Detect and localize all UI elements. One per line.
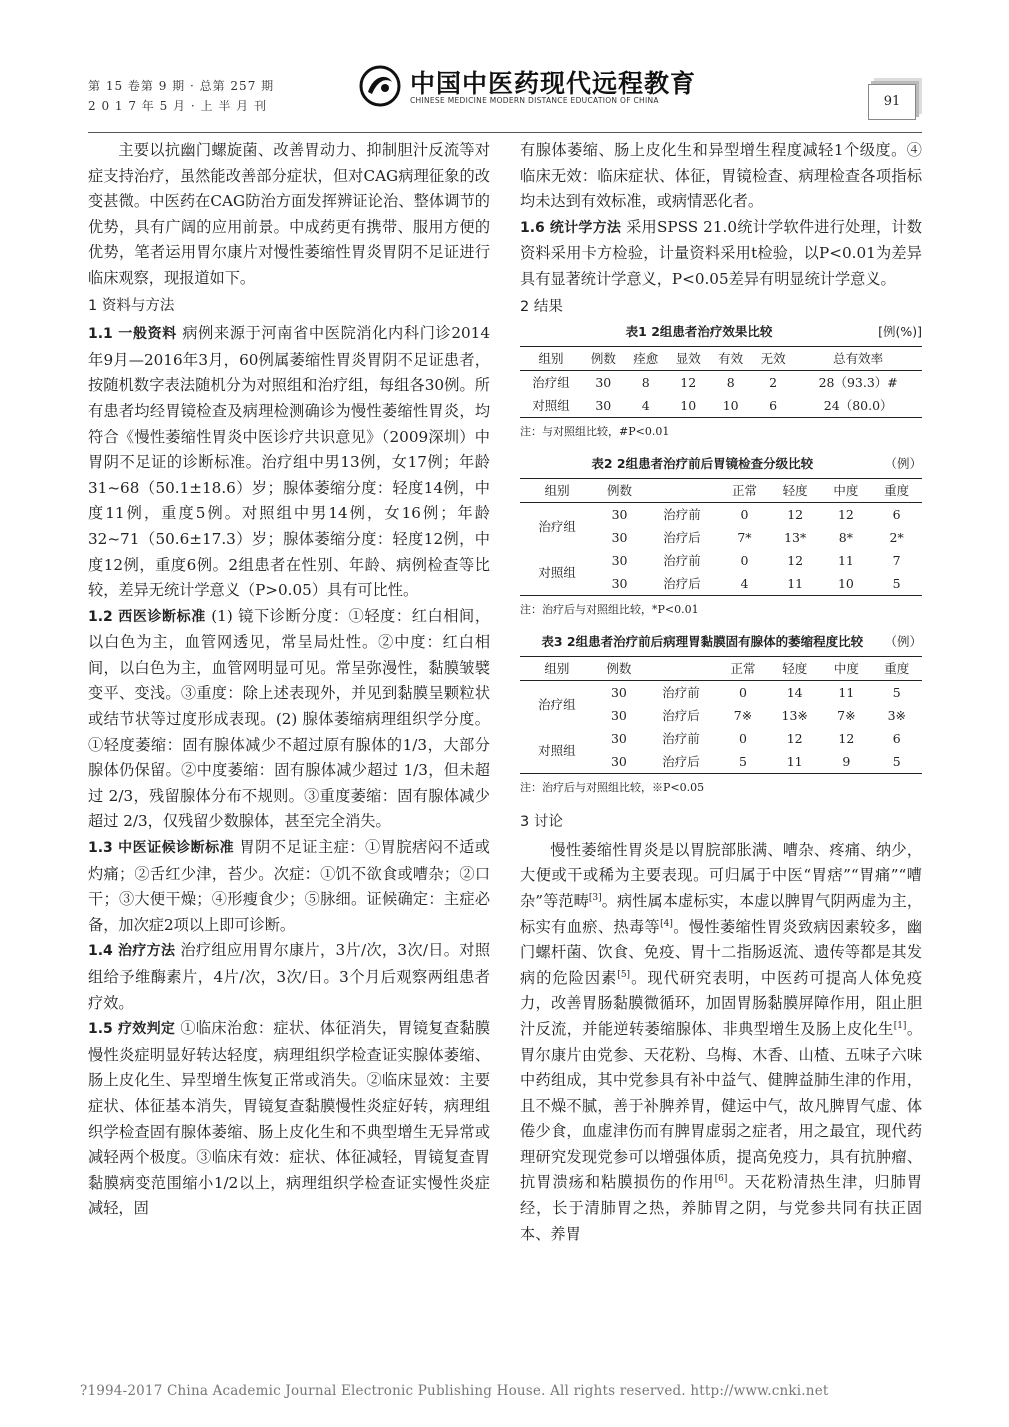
section-1-6-title: 1.6 统计学方法 xyxy=(520,219,622,236)
reference-4[interactable]: [4] xyxy=(660,918,673,929)
table-row xyxy=(520,394,922,418)
t2-cell: 11 xyxy=(837,553,854,569)
section-1-5-title: 1.5 疗效判定 xyxy=(88,1021,176,1038)
t2-header: 轻度 xyxy=(770,479,821,503)
table-row xyxy=(520,549,922,572)
discussion-text: 慢性萎缩性胃炎是以胃脘部胀满、嘈杂、疼痛、纳少，大便或干或稀为主要表现。可归属于中医“胃痞”“胃痛”“嘈杂”等范畴 xyxy=(520,840,922,910)
t2-cell: 12 xyxy=(787,553,804,569)
t1-header: 显效 xyxy=(667,347,709,371)
t2-group-name: 对照组 xyxy=(538,564,576,580)
section-1-1-text: 病例来源于河南省中医院消化内科门诊2014年9月—2016年3月，60例属萎缩性胃炎胃阴不足证患者，按随机数字表法随机分为对照组和治疗组，每组各30例。所有患者均经胃镜检查及病理检测确诊为慢性萎缩性胃炎，均符合《慢性萎缩性胃炎中医诊疗共识意见》（2009深圳）中胃阴不足证的诊断标准。治疗组中男13例，女17例；年龄31~68（50.1±18.6）岁；腺体萎缩分度：轻度14例，中度11例，重度5例。对照组中男14例，女16例；年龄32~71（50.6±17.3）岁；腺体萎缩分度：轻度12例，中度12例，重度6例。2组患者在性别、年龄、病例检查等比较，差异无统计学意义（P>0.05）具有可比性。 xyxy=(88,324,490,600)
table-1-caption: 表1 2组患者治疗效果比较 xyxy=(625,324,773,340)
section-heading-methods: 1 资料与方法 xyxy=(88,297,175,314)
t3-cell: 12 xyxy=(838,731,855,747)
section-1-6-text: 采用SPSS 21.0统计学软件进行处理，计数资料采用卡方检验，计量资料采用t检验，以P<0.01为差异具有显著统计学意义，P<0.05差异有明显统计学意义。 xyxy=(520,217,922,288)
reference-1[interactable]: [1] xyxy=(893,1020,907,1031)
section-1-2-title: 1.2 西医诊断标准 xyxy=(88,608,206,625)
t2-cell: 30 xyxy=(611,530,628,546)
t2-header: 重度 xyxy=(871,479,922,503)
t2-cell: 0 xyxy=(740,507,749,523)
t2-cell: 12 xyxy=(787,507,804,523)
t2-cell: 7* xyxy=(737,530,752,546)
table-row xyxy=(520,371,922,395)
table-row xyxy=(520,727,922,750)
table-3-caption-row xyxy=(520,632,922,652)
t3-group-name: 治疗组 xyxy=(538,696,576,712)
t3-cell: 9 xyxy=(842,754,851,770)
table-row xyxy=(520,503,922,527)
t3-cell: 5 xyxy=(739,754,747,770)
t2-cell: 13* xyxy=(784,530,807,546)
table-row xyxy=(520,681,922,705)
section-1-3-title: 1.3 中医证候诊断标准 xyxy=(88,840,235,857)
t3-cell: 11 xyxy=(786,754,803,770)
t3-cell: 3※ xyxy=(887,708,906,724)
t3-cell: 30 xyxy=(610,754,627,770)
t1-header: 组别 xyxy=(520,347,582,371)
t2-header: 中度 xyxy=(821,479,872,503)
discussion-text: 。慢性萎缩性胃炎致病因素较多，幽门螺杆菌、饮食、免疫、胃十二指肠返流、遗传等都是其发病的危险因素 xyxy=(520,917,923,987)
continued-paragraph: 有腺体萎缩、肠上皮化生和异型增生程度减轻1个级度。④临床无效：临床症状、体征，胃镜检查、病理检查各项指标均未达到有效标准，或病情恶化者。 xyxy=(520,141,922,211)
t3-cell: 5 xyxy=(892,685,901,701)
t3-header xyxy=(644,657,718,681)
t1-header: 例数 xyxy=(582,347,624,371)
table-3-unit: （例） xyxy=(884,634,922,650)
discussion-text: 。现代研究表明，中医药可提高人体免疫力，改善胃肠黏膜微循环，加固胃肠黏膜屏障作用，阻止胆汁反流，并能逆转萎缩腺体、非典型增生及肠上皮化生 xyxy=(520,968,922,1038)
t2-cell: 治疗后 xyxy=(663,530,701,546)
t3-cell: 治疗后 xyxy=(662,708,700,724)
t3-group-name: 对照组 xyxy=(538,742,576,758)
t2-cell: 治疗前 xyxy=(663,553,701,569)
t2-cell: 治疗前 xyxy=(663,507,701,523)
t1-cell: 10 xyxy=(722,398,739,414)
t1-header: 痊愈 xyxy=(625,347,667,371)
copyright-footer: ?1994-2017 China Academic Journal Electronic Publishing House. All rights reserved. http://www.cnki.net xyxy=(80,1383,829,1399)
t3-cell: 治疗前 xyxy=(662,685,700,701)
section-heading-discussion: 3 讨论 xyxy=(520,814,563,831)
discussion-text: 。胃尔康片由党参、天花粉、乌梅、木香、山楂、五味子六味中药组成，其中党参具有补中益气、健脾益肺生津的作用，且不燥不腻，善于补脾养胃，健运中气，故凡脾胃气虚、体倦少食，血虚津伤而有脾胃虚弱之症者，用之最宜，现代药理研究发现党参可以增强体质，提高免疫力，具有抗肿瘤、抗胃溃疡和粘膜损伤的作用 xyxy=(520,1019,923,1192)
section-heading-results: 2 结果 xyxy=(520,298,563,315)
section-1-3-text: 胃阴不足证主症：①胃脘痞闷不适或灼痛；②舌红少津，苔少。次症：①饥不欲食或嘈杂；②口干；③大便干燥；④形瘦食少；⑤脉细。证候确定：主症必备，加次症2项以上即可诊断。 xyxy=(88,838,490,934)
issue-info xyxy=(88,76,274,116)
right-column xyxy=(520,138,922,1247)
t2-cell: 30 xyxy=(611,576,628,592)
t3-cell: 7※ xyxy=(733,708,753,724)
t3-cell: 11 xyxy=(838,685,855,701)
t3-cell: 30 xyxy=(610,731,627,747)
issue-line-2: 2 0 1 7 年 5 月 · 上 半 月 刊 xyxy=(88,99,267,113)
section-1-2 xyxy=(88,604,490,835)
t3-cell: 12 xyxy=(786,731,803,747)
t1-cell: 30 xyxy=(595,375,612,391)
journal-title-english: CHINESE MEDICINE MODERN DISTANCE EDUCATION OF CHINA xyxy=(410,96,659,105)
t3-cell: 30 xyxy=(610,685,627,701)
discussion-text: 。天花粉清热生津，归肺胃经，长于清肺胃之热，养肺胃之阴，与党参共同有扶正固本、养胃 xyxy=(520,1173,922,1243)
t2-cell: 5 xyxy=(892,576,901,592)
page-number-box xyxy=(868,84,916,120)
t2-header xyxy=(645,479,719,503)
reference-6[interactable]: [6] xyxy=(714,1174,728,1185)
journal-logo-icon xyxy=(358,64,402,108)
t3-cell: 7※ xyxy=(837,708,856,724)
section-1-2-text: (1) 镜下诊断分度：①轻度：红白相间，以白色为主，血管网透见，常呈局灶性。②中度：红白相间，以白色为主，血管网明显可见。常呈弥漫性，黏膜皱襞变平、变浅。③重度：除上述表现外，并见到黏膜呈颗粒状或结节状等过度形成表现。(2) 腺体萎缩病理组织学分度。①轻度萎缩：固有腺体减少不超过原有腺体的1/3，大部分腺体仍保留。②中度萎缩：固有腺体减少超过 1/3，但未超过 2/3，残留腺体分布不规则。③重度萎缩：固有腺体减少超过 2/3，仅残留少数腺体，甚至完全消失。 xyxy=(88,606,491,831)
t2-cell: 30 xyxy=(611,507,628,523)
t3-cell: 治疗后 xyxy=(662,754,700,770)
left-column xyxy=(88,138,490,1222)
t2-cell: 30 xyxy=(611,553,628,569)
discussion-text: 。病性属本虚标实，本虚以脾胃气阴两虚为主，标实有血瘀、热毒等 xyxy=(520,891,923,936)
t3-cell: 治疗前 xyxy=(662,731,700,747)
t2-cell: 治疗后 xyxy=(663,576,701,592)
t2-cell: 11 xyxy=(787,576,804,592)
t1-cell: 2 xyxy=(769,375,778,391)
table-2-unit: （例） xyxy=(884,456,922,472)
t1-cell: 12 xyxy=(680,375,697,391)
t2-cell: 7 xyxy=(892,553,901,569)
journal-title: 中国中医药现代远程教育 xyxy=(410,69,697,98)
t2-header: 例数 xyxy=(594,479,645,503)
t1-cell: 8 xyxy=(726,375,735,391)
table-1-unit: [例(%)] xyxy=(878,324,922,340)
t2-header: 正常 xyxy=(719,479,770,503)
t1-cell: 对照组 xyxy=(532,398,570,414)
table-2 xyxy=(520,478,922,596)
t2-cell: 2* xyxy=(889,530,904,546)
t3-header: 组别 xyxy=(520,657,594,681)
t1-header: 总有效率 xyxy=(794,347,922,371)
table-3 xyxy=(520,656,922,774)
reference-3[interactable]: [3] xyxy=(588,892,602,903)
t3-header: 重度 xyxy=(872,657,922,681)
t3-cell: 6 xyxy=(892,731,901,747)
discussion-paragraph xyxy=(520,838,922,1248)
t3-cell: 13※ xyxy=(781,708,808,724)
table-1 xyxy=(520,346,922,418)
section-1-1 xyxy=(88,321,490,604)
t3-cell: 30 xyxy=(610,708,627,724)
t3-header: 轻度 xyxy=(768,657,821,681)
t2-cell: 8* xyxy=(838,530,853,546)
t2-cell: 6 xyxy=(892,507,901,523)
t3-header: 正常 xyxy=(718,657,768,681)
t3-cell: 14 xyxy=(786,685,803,701)
table-3-note: 注：治疗后与对照组比较，※P<0.05 xyxy=(520,781,705,795)
t1-cell: 4 xyxy=(641,398,650,414)
t1-header: 有效 xyxy=(709,347,751,371)
section-1-5-text: ①临床治愈：症状、体征消失，胃镜复查黏膜慢性炎症明显好转达轻度，病理组织学检查证实腺体萎缩、肠上皮化生、异型增生恢复正常或消失。②临床显效：主要症状、体征基本消失，胃镜复查黏膜慢性炎症好转，病理组织学检查固有腺体萎缩、肠上皮化生和不典型增生无异常或减轻两个极度。③临床有效：症状、体征减轻，胃镜复查胃黏膜病变范围缩小1/2以上，病理组织学检查证实慢性炎症减轻，固 xyxy=(88,1019,491,1218)
t2-cell: 0 xyxy=(740,553,749,569)
t1-cell: 6 xyxy=(769,398,778,414)
t2-group-name: 治疗组 xyxy=(538,518,576,534)
table-2-caption: 表2 2组患者治疗前后胃镜检查分级比较 xyxy=(591,456,814,472)
table-1-caption-row xyxy=(520,322,922,342)
page-number: 91 xyxy=(883,94,901,109)
section-1-6 xyxy=(520,215,922,293)
t3-header: 例数 xyxy=(594,657,644,681)
t2-cell: 10 xyxy=(837,576,854,592)
section-1-5 xyxy=(88,1016,490,1222)
t1-cell: 10 xyxy=(680,398,697,414)
table-1-note: 注：与对照组比较，#P<0.01 xyxy=(520,425,670,439)
t1-header: 无效 xyxy=(752,347,794,371)
table-2-note: 注：治疗后与对照组比较，*P<0.01 xyxy=(520,603,699,617)
table-2-caption-row xyxy=(520,454,922,474)
section-1-4-title: 1.4 治疗方法 xyxy=(88,943,176,960)
table-3-caption: 表3 2组患者治疗前后病理胃黏膜固有腺体的萎缩程度比较 xyxy=(541,634,864,650)
t1-cell: 28（93.3）# xyxy=(818,375,898,391)
t1-cell: 8 xyxy=(641,375,650,391)
t1-cell: 24（80.0） xyxy=(823,398,893,414)
section-1-3 xyxy=(88,835,490,938)
t2-cell: 12 xyxy=(837,507,854,523)
t1-cell: 30 xyxy=(595,398,612,414)
t1-cell: 治疗组 xyxy=(532,375,570,391)
reference-5[interactable]: [5] xyxy=(617,969,631,980)
t3-cell: 5 xyxy=(892,754,901,770)
t2-cell: 4 xyxy=(740,576,749,592)
issue-line-1: 第 15 卷第 9 期 · 总第 257 期 xyxy=(88,79,275,93)
intro-paragraph: 主要以抗幽门螺旋菌、改善胃动力、抑制胆汁反流等对症支持治疗，虽然能改善部分症状，但对CAG病理征象的改变甚微。中医药在CAG防治方面发挥辨证论治、整体调节的优势，具有广阔的应用前景。中成药更有携带、服用方便的优势，笔者运用胃尔康片对慢性萎缩性胃炎胃阴不足证进行临床观察，现报道如下。 xyxy=(88,141,490,287)
t3-cell: 0 xyxy=(739,731,747,747)
t3-header: 中度 xyxy=(821,657,871,681)
header-rule xyxy=(88,132,922,133)
section-1-4 xyxy=(88,938,490,1016)
t2-header: 组别 xyxy=(520,479,594,503)
section-1-4-text: 治疗组应用胃尔康片，3片/次，3次/日。对照组给予维酶素片，4片/次，3次/日。3个月后观察两组患者疗效。 xyxy=(88,941,491,1012)
t3-cell: 0 xyxy=(739,685,747,701)
section-1-1-title: 1.1 一般资料 xyxy=(88,326,177,343)
